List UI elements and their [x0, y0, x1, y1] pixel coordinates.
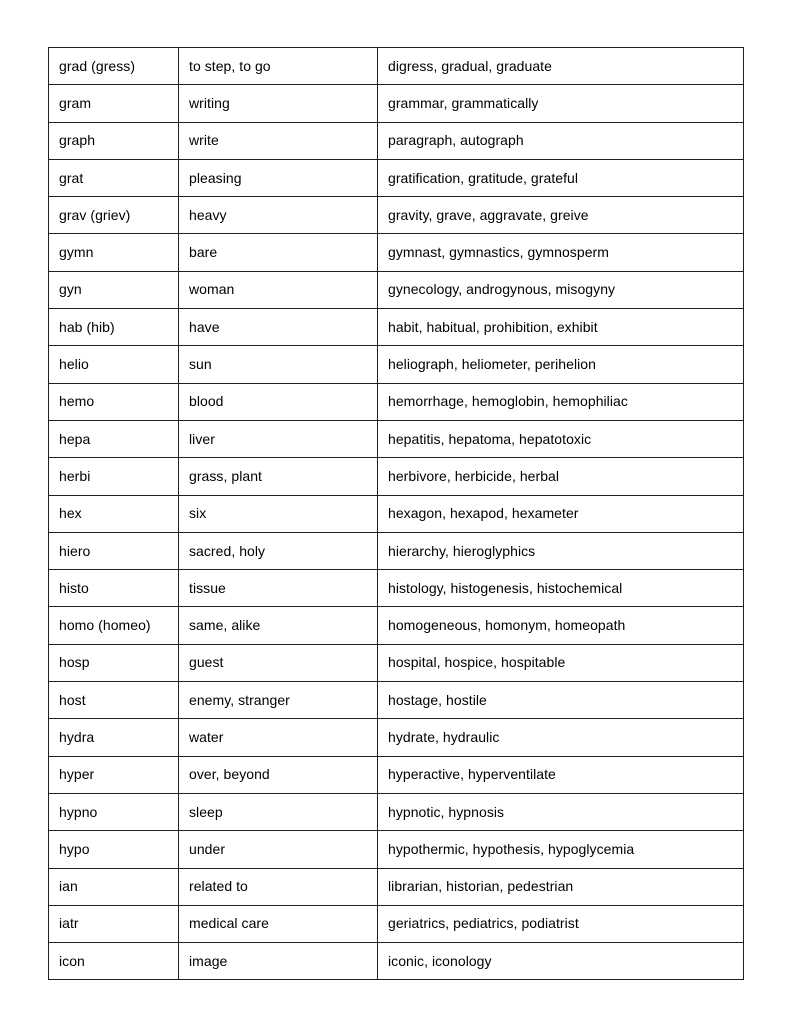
table-row — [49, 159, 744, 196]
table-row — [49, 495, 744, 532]
table-row — [49, 234, 744, 271]
table-row — [49, 383, 744, 420]
examples-cell: paragraph, autograph — [378, 122, 744, 159]
meaning-cell: liver — [179, 420, 378, 457]
root-words-table-container — [48, 47, 743, 980]
examples-cell: herbivore, herbicide, herbal — [378, 458, 744, 495]
examples-cell: gymnast, gymnastics, gymnosperm — [378, 234, 744, 271]
root-cell: hepa — [49, 420, 179, 457]
root-cell: hosp — [49, 644, 179, 681]
meaning-cell: bare — [179, 234, 378, 271]
examples-cell: hypothermic, hypothesis, hypoglycemia — [378, 831, 744, 868]
examples-cell: hemorrhage, hemoglobin, hemophiliac — [378, 383, 744, 420]
table-row — [49, 122, 744, 159]
examples-cell: iconic, iconology — [378, 943, 744, 980]
root-words-table-body — [49, 48, 744, 980]
table-row — [49, 607, 744, 644]
root-cell: hex — [49, 495, 179, 532]
table-row — [49, 831, 744, 868]
root-cell: hyper — [49, 756, 179, 793]
table-row — [49, 644, 744, 681]
meaning-cell: over, beyond — [179, 756, 378, 793]
root-cell: graph — [49, 122, 179, 159]
root-cell: grad (gress) — [49, 48, 179, 85]
examples-cell: histology, histogenesis, histochemical — [378, 570, 744, 607]
meaning-cell: water — [179, 719, 378, 756]
examples-cell: hierarchy, hieroglyphics — [378, 532, 744, 569]
examples-cell: digress, gradual, graduate — [378, 48, 744, 85]
root-cell: hydra — [49, 719, 179, 756]
examples-cell: geriatrics, pediatrics, podiatrist — [378, 905, 744, 942]
examples-cell: gynecology, androgynous, misogyny — [378, 271, 744, 308]
meaning-cell: medical care — [179, 905, 378, 942]
root-cell: gyn — [49, 271, 179, 308]
meaning-cell: six — [179, 495, 378, 532]
root-cell: hab (hib) — [49, 309, 179, 346]
meaning-cell: sun — [179, 346, 378, 383]
root-cell: hypno — [49, 793, 179, 830]
meaning-cell: guest — [179, 644, 378, 681]
table-row — [49, 682, 744, 719]
table-row — [49, 905, 744, 942]
root-cell: histo — [49, 570, 179, 607]
meaning-cell: related to — [179, 868, 378, 905]
examples-cell: hexagon, hexapod, hexameter — [378, 495, 744, 532]
examples-cell: habit, habitual, prohibition, exhibit — [378, 309, 744, 346]
meaning-cell: under — [179, 831, 378, 868]
table-row — [49, 868, 744, 905]
meaning-cell: writing — [179, 85, 378, 122]
table-row — [49, 85, 744, 122]
root-words-table — [48, 47, 744, 980]
root-cell: grav (griev) — [49, 197, 179, 234]
root-cell: gymn — [49, 234, 179, 271]
root-cell: helio — [49, 346, 179, 383]
meaning-cell: pleasing — [179, 159, 378, 196]
table-row — [49, 570, 744, 607]
table-row — [49, 458, 744, 495]
table-row — [49, 309, 744, 346]
table-row — [49, 271, 744, 308]
meaning-cell: sacred, holy — [179, 532, 378, 569]
table-row — [49, 197, 744, 234]
examples-cell: hyperactive, hyperventilate — [378, 756, 744, 793]
meaning-cell: woman — [179, 271, 378, 308]
examples-cell: hypnotic, hypnosis — [378, 793, 744, 830]
examples-cell: heliograph, heliometer, perihelion — [378, 346, 744, 383]
table-row — [49, 719, 744, 756]
examples-cell: homogeneous, homonym, homeopath — [378, 607, 744, 644]
examples-cell: hepatitis, hepatoma, hepatotoxic — [378, 420, 744, 457]
examples-cell: hostage, hostile — [378, 682, 744, 719]
root-cell: hiero — [49, 532, 179, 569]
meaning-cell: tissue — [179, 570, 378, 607]
root-cell: hemo — [49, 383, 179, 420]
root-cell: homo (homeo) — [49, 607, 179, 644]
meaning-cell: enemy, stranger — [179, 682, 378, 719]
table-row — [49, 532, 744, 569]
table-row — [49, 346, 744, 383]
root-cell: host — [49, 682, 179, 719]
table-row — [49, 943, 744, 980]
meaning-cell: write — [179, 122, 378, 159]
meaning-cell: have — [179, 309, 378, 346]
root-cell: ian — [49, 868, 179, 905]
examples-cell: gravity, grave, aggravate, greive — [378, 197, 744, 234]
table-row — [49, 756, 744, 793]
meaning-cell: heavy — [179, 197, 378, 234]
meaning-cell: sleep — [179, 793, 378, 830]
examples-cell: hydrate, hydraulic — [378, 719, 744, 756]
examples-cell: librarian, historian, pedestrian — [378, 868, 744, 905]
table-row — [49, 793, 744, 830]
meaning-cell: grass, plant — [179, 458, 378, 495]
examples-cell: gratification, gratitude, grateful — [378, 159, 744, 196]
meaning-cell: same, alike — [179, 607, 378, 644]
table-row — [49, 420, 744, 457]
table-row — [49, 48, 744, 85]
root-cell: hypo — [49, 831, 179, 868]
meaning-cell: to step, to go — [179, 48, 378, 85]
root-cell: icon — [49, 943, 179, 980]
root-cell: iatr — [49, 905, 179, 942]
root-cell: grat — [49, 159, 179, 196]
meaning-cell: image — [179, 943, 378, 980]
examples-cell: hospital, hospice, hospitable — [378, 644, 744, 681]
meaning-cell: blood — [179, 383, 378, 420]
root-cell: herbi — [49, 458, 179, 495]
examples-cell: grammar, grammatically — [378, 85, 744, 122]
root-cell: gram — [49, 85, 179, 122]
